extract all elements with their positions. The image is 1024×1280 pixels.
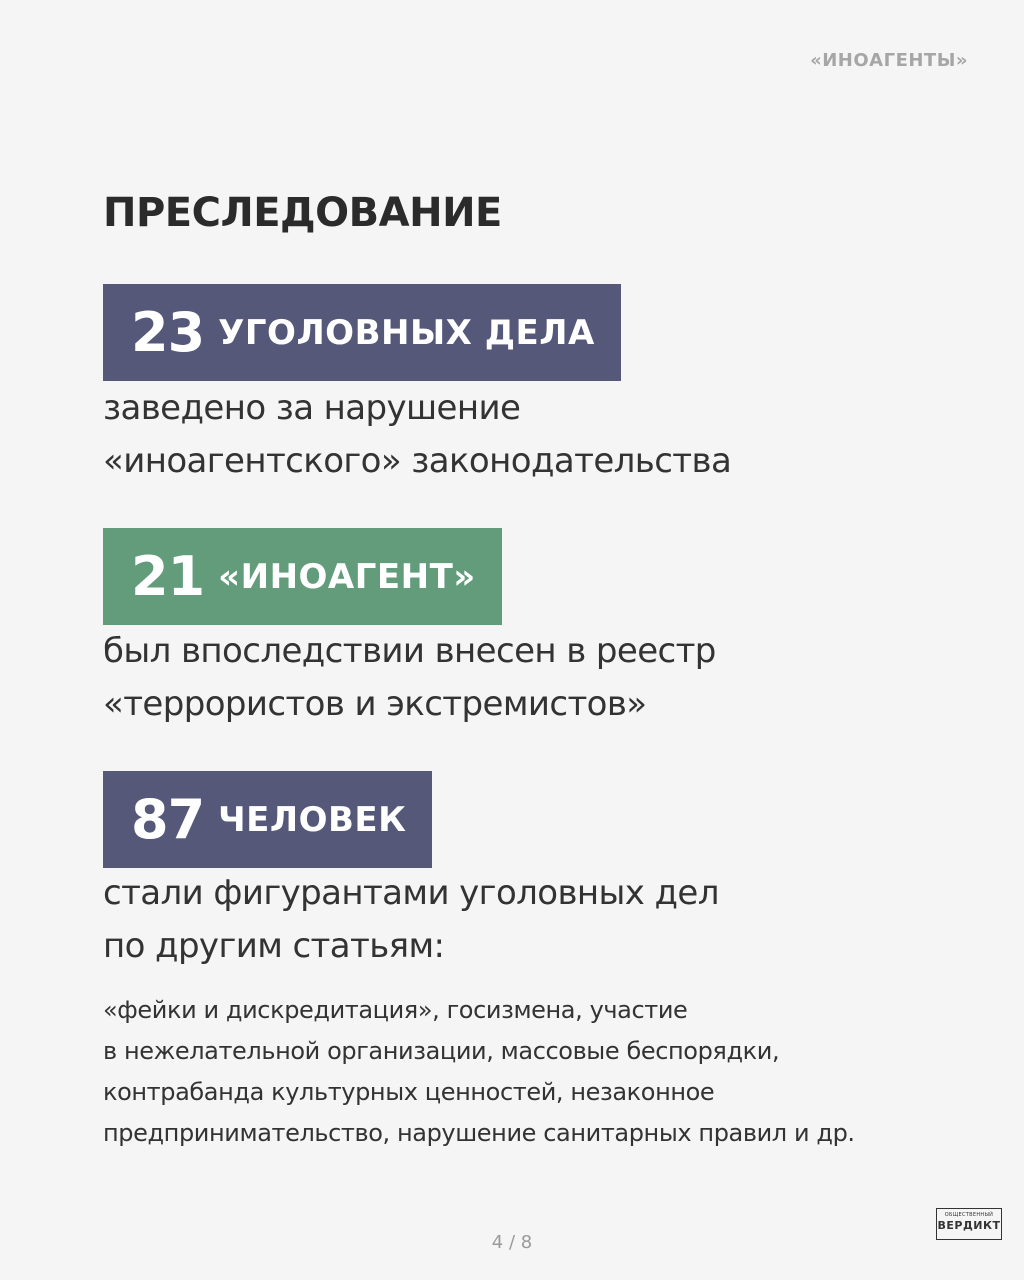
note-line: контрабанда культурных ценностей, незаконное	[103, 1078, 715, 1106]
page-indicator: 4 / 8	[491, 1232, 533, 1253]
stat-number: 87	[131, 788, 205, 851]
stat-description-line: «террористов и экстремистов»	[103, 684, 647, 724]
page-title: ПРЕСЛЕДОВАНИЕ	[103, 190, 502, 236]
stat-number: 21	[131, 545, 205, 608]
stat-label: ЧЕЛОВЕК	[218, 799, 407, 840]
stat-description-line: был впоследствии внесен в реестр	[103, 631, 716, 671]
logo-line-main: ВЕРДИКТ	[937, 1219, 1001, 1232]
logo-line-top: ОБЩЕСТВЕННЫЙ	[944, 1212, 994, 1218]
stat-number: 23	[131, 301, 205, 364]
stat-description	[103, 625, 716, 731]
brand-logo	[936, 1208, 1002, 1240]
stat-badge-foreign-agent	[103, 528, 502, 625]
topic-tag: «ИНОАГЕНТЫ»	[810, 50, 968, 71]
stat-badge-criminal-cases	[103, 284, 621, 381]
note-line: в нежелательной организации, массовые беспорядки,	[103, 1037, 780, 1065]
stat-description-line: «иноагентского» законодательства	[103, 441, 732, 481]
stat-label: «ИНОАГЕНТ»	[218, 556, 476, 597]
stat-description	[103, 382, 731, 488]
stat-badge-people	[103, 771, 432, 868]
note-line: «фейки и дискредитация», госизмена, участие	[103, 996, 688, 1024]
stat-description	[103, 867, 719, 973]
stat-description-line: стали фигурантами уголовных дел	[103, 873, 719, 913]
stat-label: УГОЛОВНЫХ ДЕЛА	[218, 312, 595, 353]
other-articles-note	[103, 990, 855, 1154]
note-line: предпринимательство, нарушение санитарных правил и др.	[103, 1119, 855, 1147]
stat-description-line: по другим статьям:	[103, 926, 445, 966]
stat-description-line: заведено за нарушение	[103, 388, 521, 428]
